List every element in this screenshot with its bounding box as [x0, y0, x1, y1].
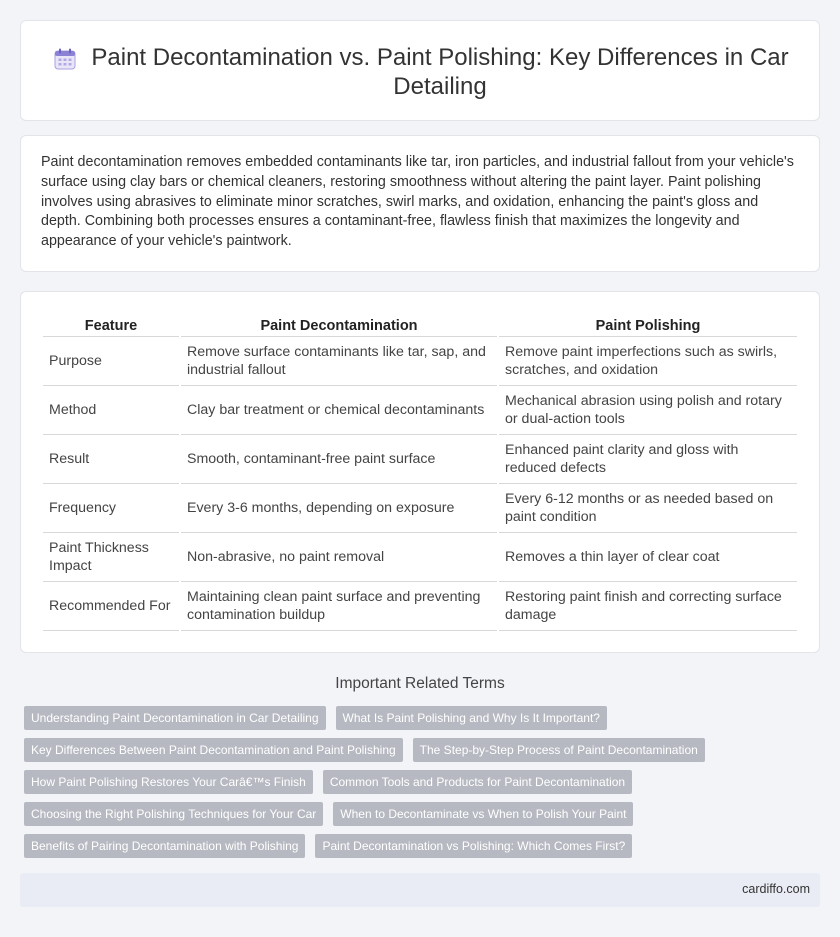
- table-cell: Frequency: [43, 484, 179, 533]
- table-cell: Remove surface contaminants like tar, sap, and industrial fallout: [181, 337, 497, 386]
- page-title: Paint Decontamination vs. Paint Polishing: Key Differences in Car Detailing: [91, 44, 789, 100]
- table-cell: Smooth, contaminant-free paint surface: [181, 435, 497, 484]
- header-paint-polishing: Paint Polishing: [499, 316, 797, 337]
- related-tags-row: [24, 770, 632, 794]
- table-row: [43, 582, 797, 631]
- calendar-icon: [54, 48, 76, 70]
- table-cell: Remove paint imperfections such as swirls, scratches, and oxidation: [499, 337, 797, 386]
- table-row: [43, 337, 797, 386]
- header-card: [20, 20, 820, 121]
- related-tags-row: [24, 834, 632, 858]
- footer: [20, 873, 820, 907]
- table-cell: Non-abrasive, no paint removal: [181, 533, 497, 582]
- comparison-table: [41, 316, 799, 631]
- related-term-link[interactable]: Common Tools and Products for Paint Decontamination: [323, 770, 632, 794]
- comparison-table-card: [20, 291, 820, 653]
- table-cell: Maintaining clean paint surface and preventing contamination buildup: [181, 582, 497, 631]
- table-cell: Restoring paint finish and correcting surface damage: [499, 582, 797, 631]
- related-term-link[interactable]: Benefits of Pairing Decontamination with Polishing: [24, 834, 305, 858]
- related-tags-row: [24, 802, 633, 826]
- intro-paragraph: Paint decontamination removes embedded contaminants like tar, iron particles, and industrial fallout from your vehicle's surface using clay bars or chemical cleaners, restoring smoothness without altering the paint layer. Paint polishing involves using abrasives to eliminate minor scratches, swirl marks, and oxidation, enhancing the paint's gloss and depth. Combining both processes ensures a contaminant-free, flawless finish that maximizes the longevity and appearance of your vehicle's paintwork.: [41, 154, 794, 250]
- table-header-row: [43, 316, 797, 337]
- table-row: [43, 435, 797, 484]
- table-row: [43, 533, 797, 582]
- table-cell: Every 3-6 months, depending on exposure: [181, 484, 497, 533]
- related-term-link[interactable]: Choosing the Right Polishing Techniques for Your Car: [24, 802, 323, 826]
- related-term-link[interactable]: The Step-by-Step Process of Paint Decontamination: [413, 738, 705, 762]
- header-paint-decontamination: Paint Decontamination: [181, 316, 497, 337]
- table-cell: Enhanced paint clarity and gloss with reduced defects: [499, 435, 797, 484]
- related-tags-row: [24, 738, 705, 762]
- related-term-link[interactable]: Paint Decontamination vs Polishing: Which Comes First?: [315, 834, 632, 858]
- related-term-link[interactable]: Understanding Paint Decontamination in Car Detailing: [24, 706, 326, 730]
- related-tags-row: [24, 706, 607, 730]
- related-term-link[interactable]: When to Decontaminate vs When to Polish Your Paint: [333, 802, 633, 826]
- related-terms-title: Important Related Terms: [335, 675, 505, 692]
- table-cell: Clay bar treatment or chemical decontaminants: [181, 386, 497, 435]
- table-row: [43, 484, 797, 533]
- table-cell: Recommended For: [43, 582, 179, 631]
- intro-card: [20, 135, 820, 272]
- table-cell: Paint Thickness Impact: [43, 533, 179, 582]
- related-term-link[interactable]: Key Differences Between Paint Decontamination and Paint Polishing: [24, 738, 403, 762]
- table-cell: Removes a thin layer of clear coat: [499, 533, 797, 582]
- table-cell: Purpose: [43, 337, 179, 386]
- table-row: [43, 386, 797, 435]
- table-cell: Result: [43, 435, 179, 484]
- table-cell: Every 6-12 months or as needed based on paint condition: [499, 484, 797, 533]
- table-cell: Method: [43, 386, 179, 435]
- related-term-link[interactable]: How Paint Polishing Restores Your Carâ€™s Finish: [24, 770, 313, 794]
- table-cell: Mechanical abrasion using polish and rotary or dual-action tools: [499, 386, 797, 435]
- related-term-link[interactable]: What Is Paint Polishing and Why Is It Important?: [336, 706, 607, 730]
- footer-site-link[interactable]: cardiffo.com: [742, 882, 810, 896]
- header-feature: Feature: [43, 316, 179, 337]
